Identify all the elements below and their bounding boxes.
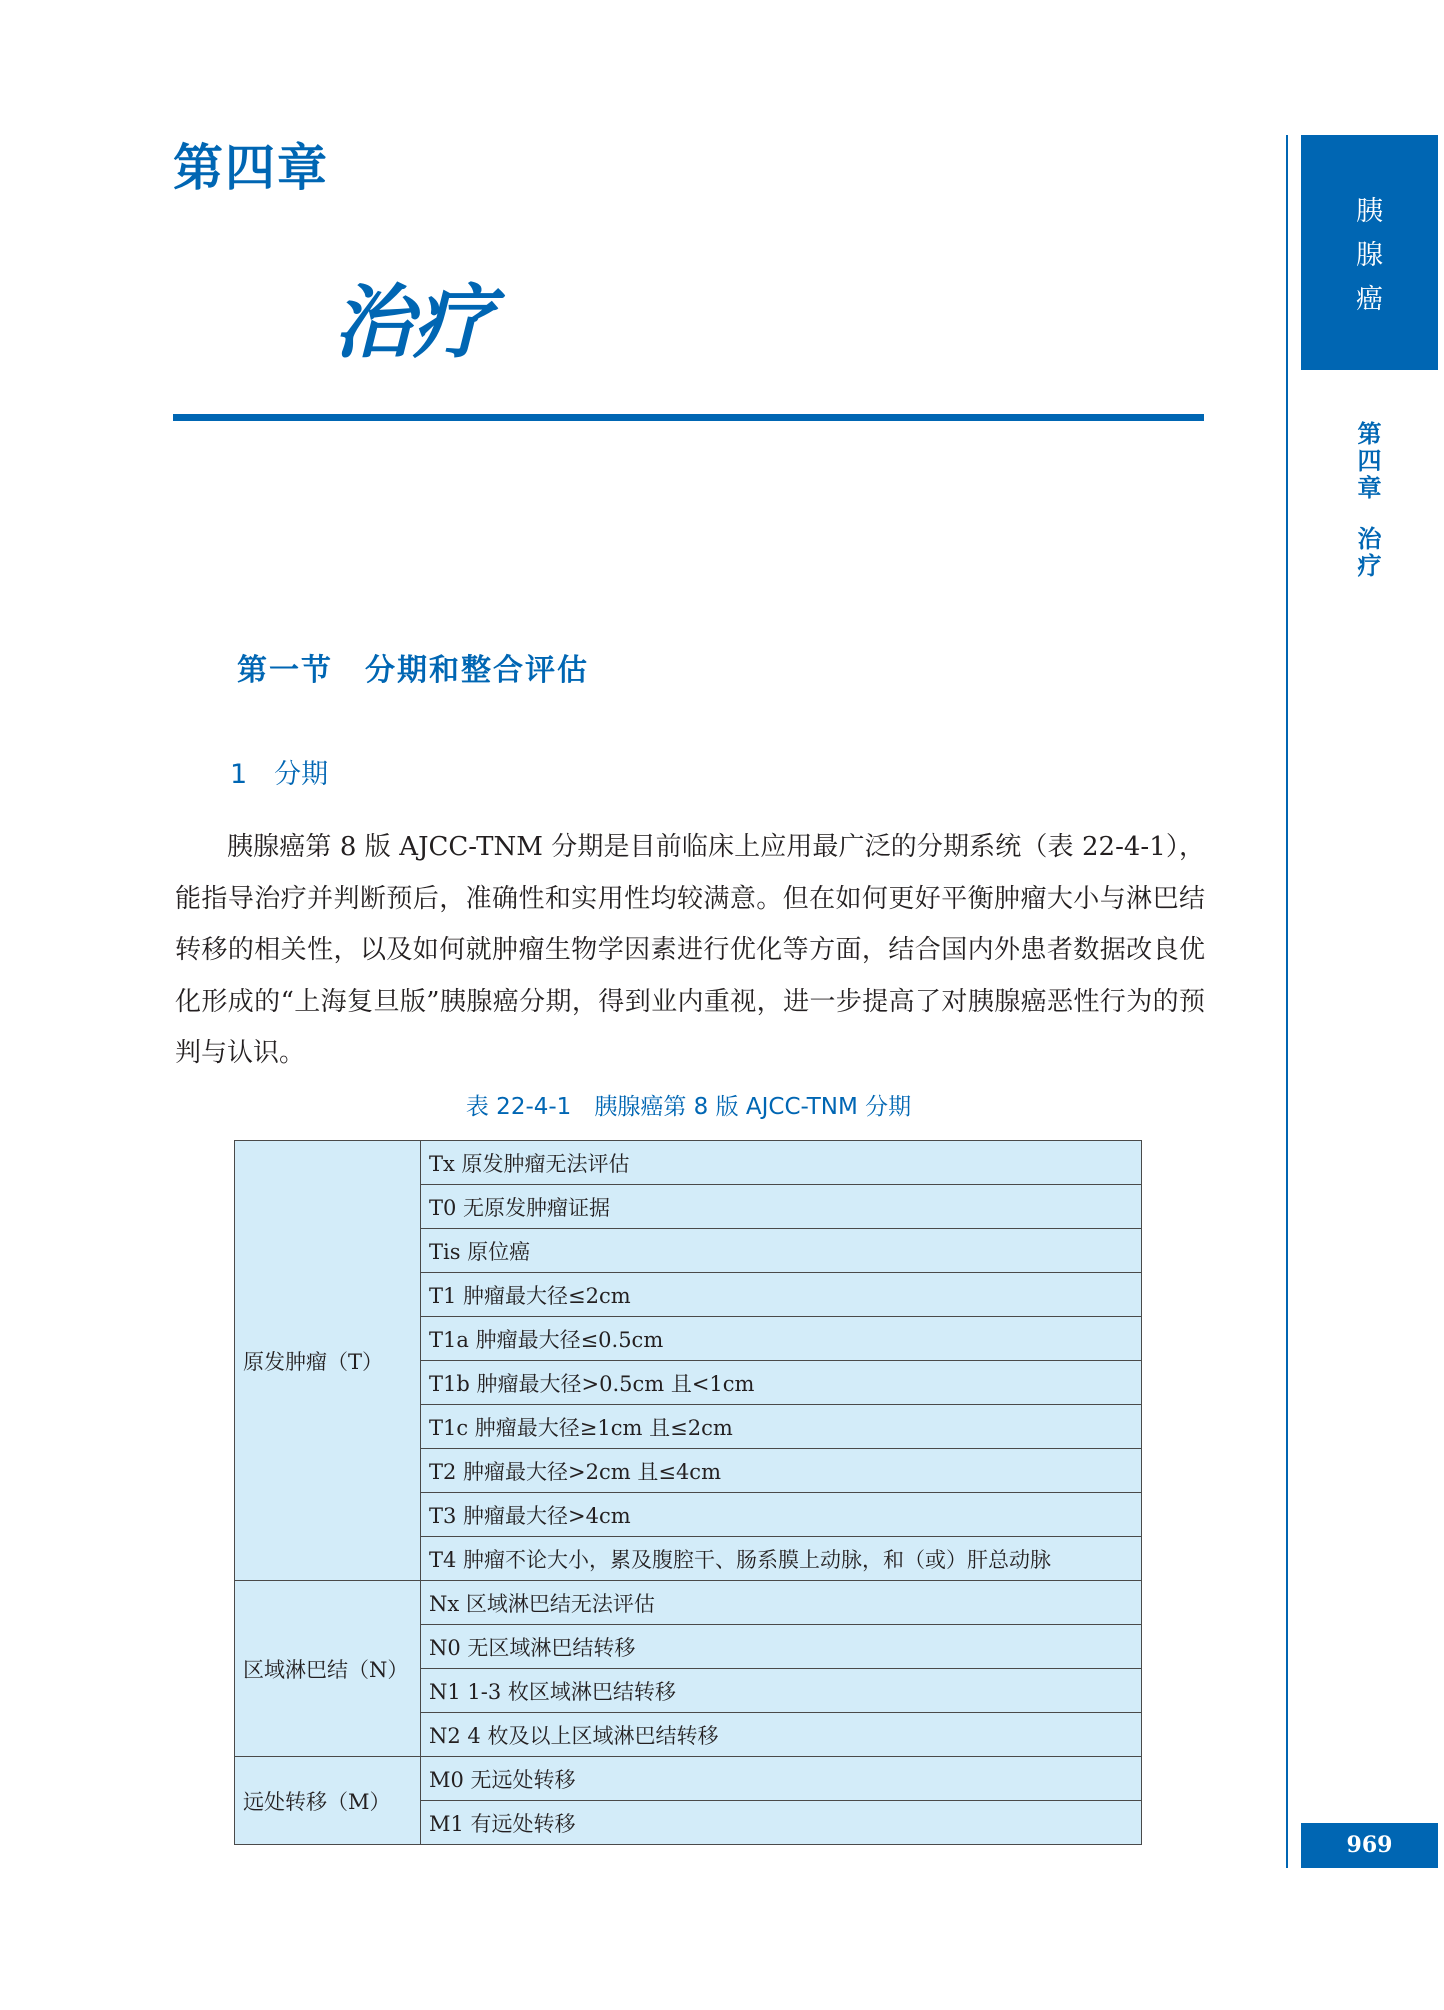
side-chapter-label xyxy=(1301,420,1438,579)
stage-cell: T1a 肿瘤最大径≤0.5cm xyxy=(421,1317,1142,1361)
page-number: 969 xyxy=(1301,1823,1438,1868)
stage-cell: M1 有远处转移 xyxy=(421,1801,1142,1845)
category-cell: 原发肿瘤（T） xyxy=(235,1141,421,1581)
stage-cell: N0 无区域淋巴结转移 xyxy=(421,1625,1142,1669)
table-row xyxy=(235,1757,1142,1801)
stage-cell: N2 4 枚及以上区域淋巴结转移 xyxy=(421,1713,1142,1757)
table-row xyxy=(235,1581,1142,1625)
side-chapter-title: 治 疗 xyxy=(1357,524,1382,580)
stage-cell: N1 1-3 枚区域淋巴结转移 xyxy=(421,1669,1142,1713)
subsection-heading: 1 分期 xyxy=(230,759,329,790)
side-tab xyxy=(1301,135,1438,370)
stage-cell: Tis 原位癌 xyxy=(421,1229,1142,1273)
margin-line xyxy=(1286,135,1288,1868)
stage-cell: Nx 区域淋巴结无法评估 xyxy=(421,1581,1142,1625)
stage-cell: M0 无远处转移 xyxy=(421,1757,1142,1801)
stage-cell: T4 肿瘤不论大小，累及腹腔干、肠系膜上动脉，和（或）肝总动脉 xyxy=(421,1537,1142,1581)
category-cell: 区域淋巴结（N） xyxy=(235,1581,421,1757)
section-heading: 第一节 分期和整合评估 xyxy=(237,653,589,688)
chapter-number: 第四章 xyxy=(173,139,329,197)
side-tab-label: 胰 腺 癌 xyxy=(1356,196,1383,315)
stage-cell: T1 肿瘤最大径≤2cm xyxy=(421,1273,1142,1317)
tnm-table xyxy=(234,1140,1142,1845)
side-chapter-number: 第 四 章 xyxy=(1357,419,1382,502)
table-row xyxy=(235,1141,1142,1185)
stage-cell: T1c 肿瘤最大径≥1cm 且≤2cm xyxy=(421,1405,1142,1449)
stage-cell: T2 肿瘤最大径>2cm 且≤4cm xyxy=(421,1449,1142,1493)
category-cell: 远处转移（M） xyxy=(235,1757,421,1845)
stage-cell: T1b 肿瘤最大径>0.5cm 且<1cm xyxy=(421,1361,1142,1405)
stage-cell: T3 肿瘤最大径>4cm xyxy=(421,1493,1142,1537)
title-divider xyxy=(173,414,1204,421)
table-caption: 表 22-4-1 胰腺癌第 8 版 AJCC-TNM 分期 xyxy=(465,1094,912,1120)
stage-cell: Tx 原发肿瘤无法评估 xyxy=(421,1141,1142,1185)
body-paragraph: 胰腺癌第 8 版 AJCC-TNM 分期是目前临床上应用最广泛的分期系统（表 22-4-1），能指导治疗并判断预后，准确性和实用性均较满意。但在如何更好平衡肿瘤大小与淋巴结转移的相关性，以及如何就肿瘤生物学因素进行优化等方面，结合国内外患者数据改良优化形成的“上海复旦版”胰腺癌分期，得到业内重视，进一步提高了对胰腺癌恶性行为的预判与认识。 xyxy=(175,832,1205,1068)
chapter-title: 治疗 xyxy=(333,276,493,369)
stage-cell: T0 无原发肿瘤证据 xyxy=(421,1185,1142,1229)
